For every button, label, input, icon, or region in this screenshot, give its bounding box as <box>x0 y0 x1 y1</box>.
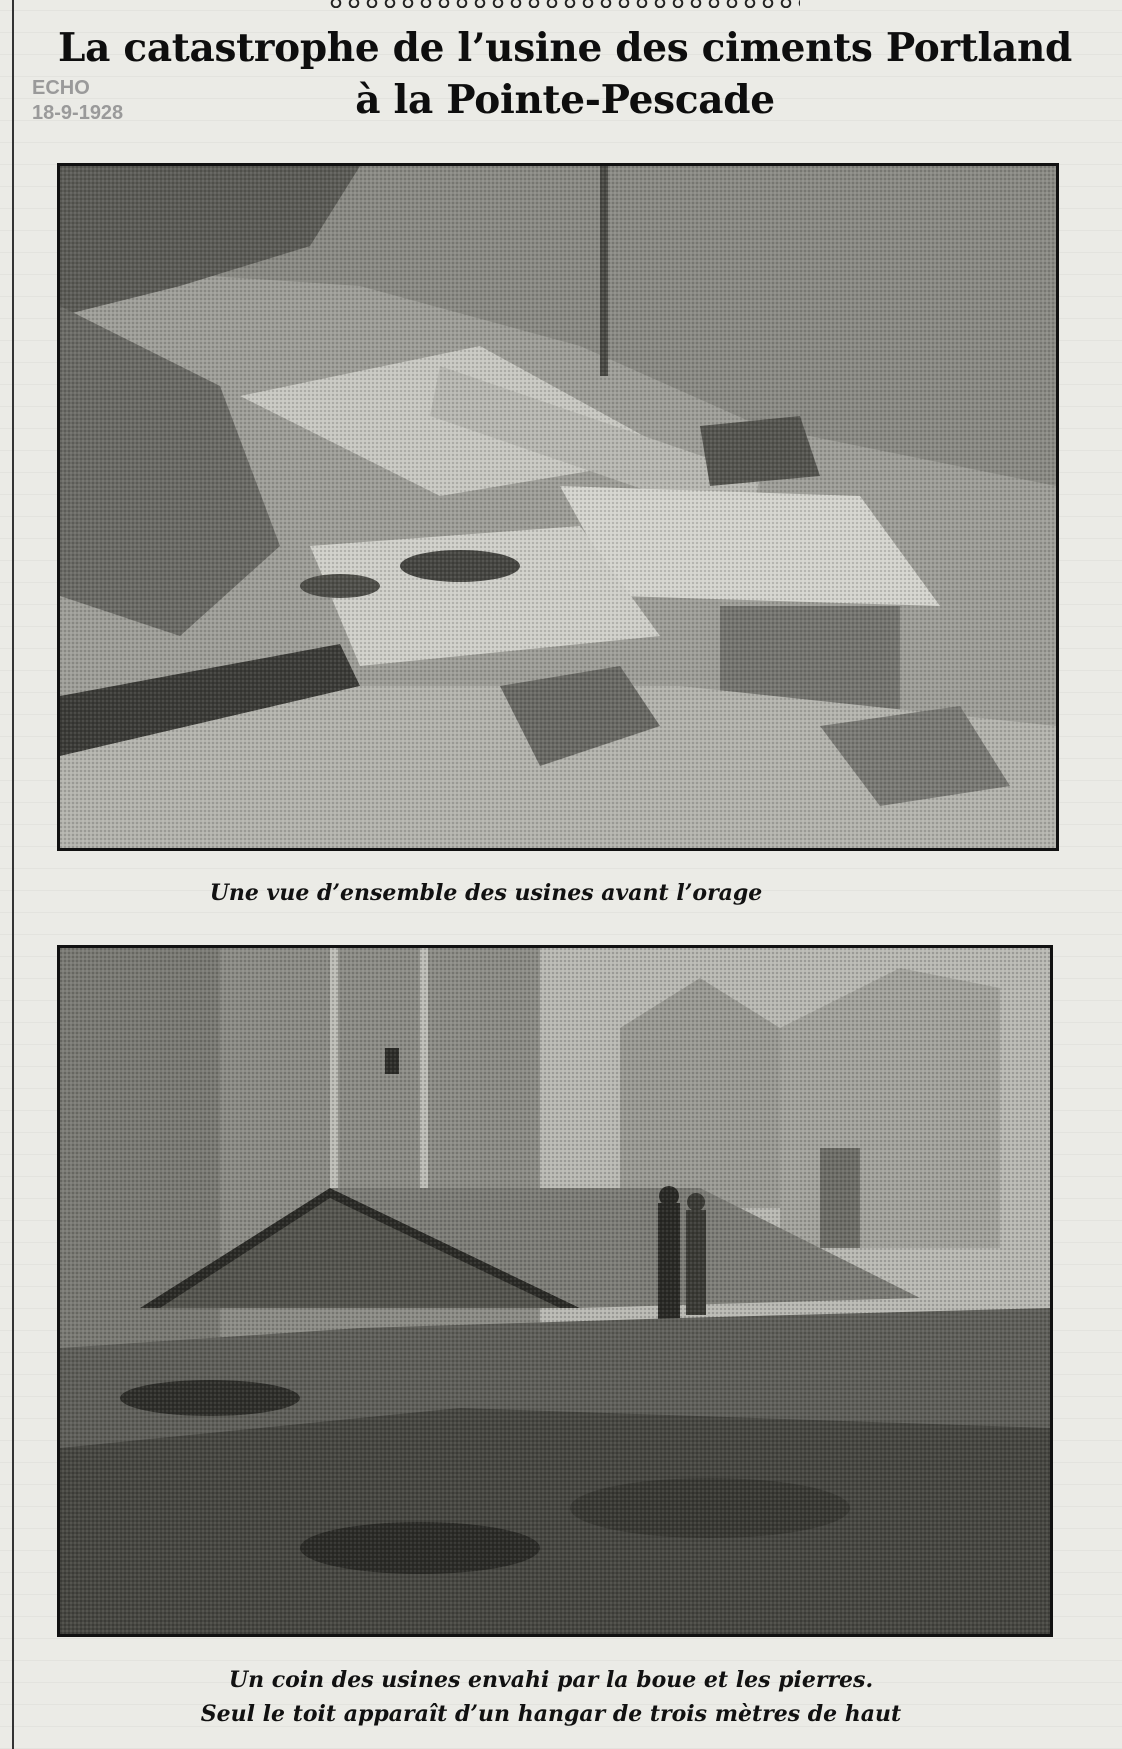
factory-overview-image <box>60 166 1056 848</box>
decorative-ornament-border <box>330 0 800 8</box>
mud-damage-image <box>60 948 1050 1634</box>
photo-caption-mud-damage <box>0 1663 1112 1731</box>
mud-damage-photo <box>57 945 1053 1637</box>
headline-line-2: à la Pointe-Pescade <box>355 77 775 123</box>
archive-stamp <box>32 76 123 126</box>
factory-overview-photo <box>57 163 1059 851</box>
caption-line-1: Un coin des usines envahi par la boue et les pierres. <box>228 1667 874 1693</box>
article-headline <box>30 22 1100 126</box>
caption-line-2: Seul le toit apparaît d’un hangar de trois mètres de haut <box>200 1701 902 1727</box>
photo-caption-overview: Une vue d’ensemble des usines avant l’orage <box>209 880 763 906</box>
column-rule <box>12 0 14 1749</box>
headline-line-1: La catastrophe de l’usine des ciments Portland <box>58 25 1072 71</box>
stamp-source: ECHO <box>32 77 90 99</box>
stamp-date: 18-9-1928 <box>32 102 124 124</box>
